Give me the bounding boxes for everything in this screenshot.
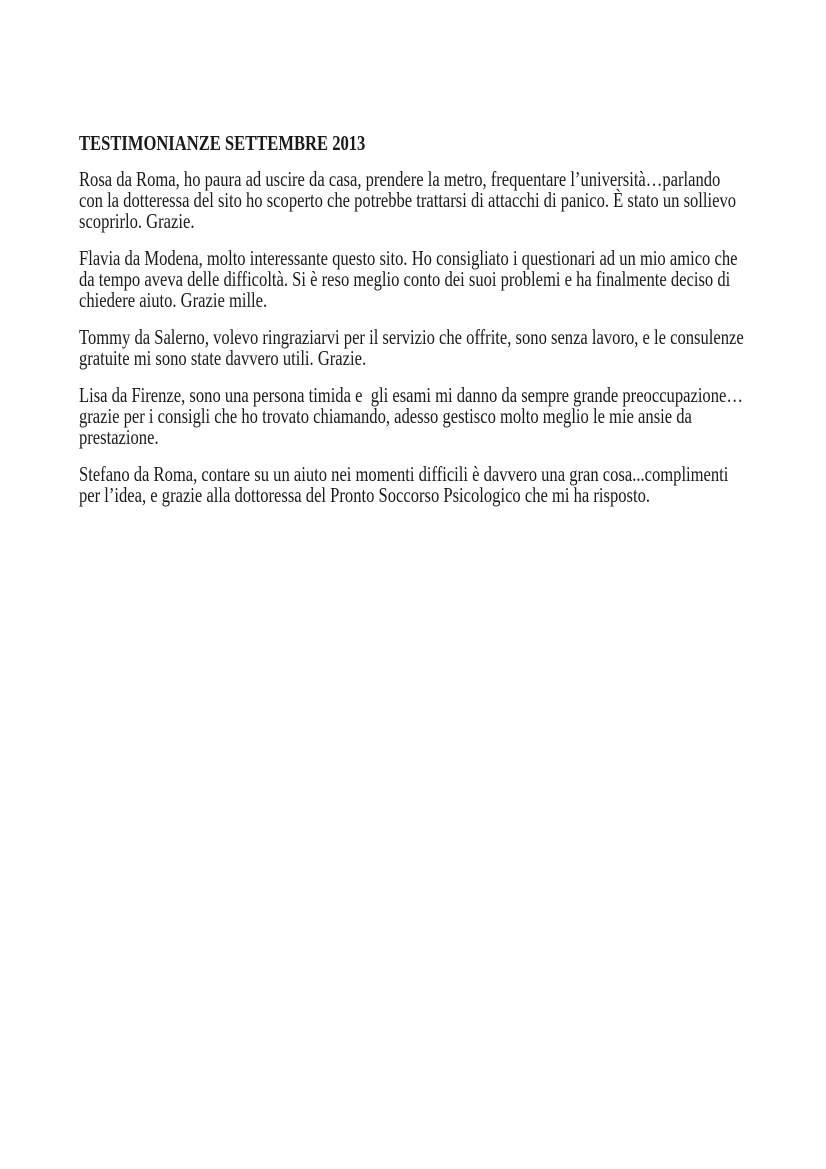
testimonial-author: Tommy da Salerno,	[79, 325, 209, 349]
testimonial-text: molto interessante questo sito. Ho consigliato i questionari ad un mio amico che da tempo aveva delle difficoltà. Si è reso meglio conto dei suoi problemi e ha finalmente deciso di chiedere aiuto. Grazie mille.	[79, 246, 742, 312]
testimonial-text: contare su un aiuto nei momenti difficili è davvero una gran cosa...complimenti per l’idea, e grazie alla dottoressa del Pronto Soccorso Psicologico che mi ha risposto.	[79, 462, 733, 507]
document-content	[79, 133, 746, 522]
testimonial-author: Lisa da Firenze,	[79, 383, 186, 407]
testimonial-author: Stefano da Roma,	[79, 462, 198, 486]
testimonial-flavia	[79, 248, 746, 311]
testimonial-rosa	[79, 169, 746, 232]
testimonial-author: Rosa da Roma,	[79, 167, 180, 191]
testimonial-lisa	[79, 385, 746, 448]
testimonial-text: ho paura ad uscire da casa, prendere la metro, frequentare l’università…parlando con la dotteressa del sito ho scoperto che potrebbe trattarsi di attacchi di panico. È stato un sollievo scoprirlo. Grazie.	[79, 167, 741, 233]
page-title: TESTIMONIANZE SETTEMBRE 2013	[79, 131, 366, 155]
testimonial-author: Flavia da Modena,	[79, 246, 203, 270]
testimonial-text: sono una persona timida e gli esami mi danno da sempre grande preoccupazione… grazie per i consigli che ho trovato chiamando, adesso gestisco molto meglio le mie ansie da prestazione.	[79, 383, 748, 449]
testimonial-text: volevo ringraziarvi per il servizio che offrite, sono senza lavoro, e le consulenze gratuite mi sono state davvero utili. Grazie.	[79, 325, 748, 370]
testimonial-tommy	[79, 327, 746, 369]
testimonial-stefano	[79, 464, 746, 506]
